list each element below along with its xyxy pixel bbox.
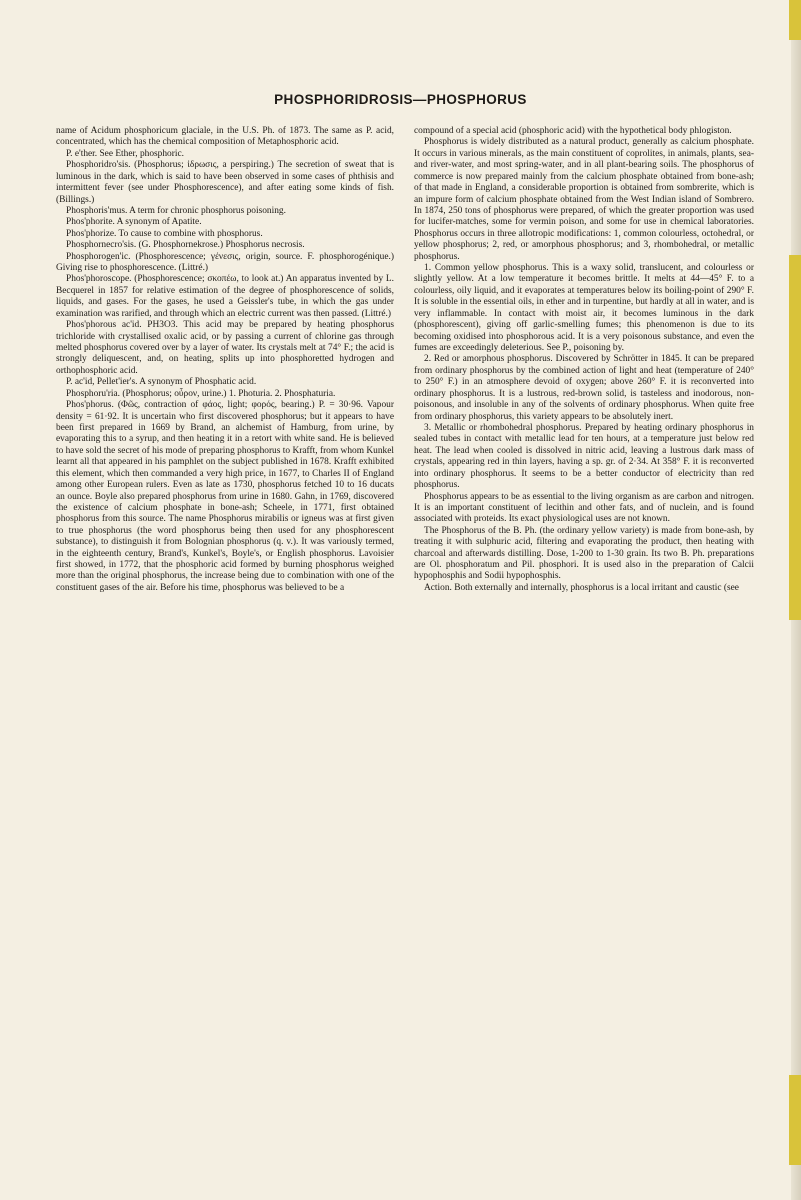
left-column bbox=[56, 126, 394, 594]
paragraph-physiology: Phosphorus appears to be as essential to the living organism as are carbon and nitrogen. It is an important constituent of lecithin and other fats, and of nuclein, and is found associated with proteids. Its exact physiological uses are not known. bbox=[414, 491, 754, 525]
thumb-tab bbox=[789, 255, 801, 620]
thumb-tab bbox=[789, 1075, 801, 1165]
entry-continuation-right: compound of a special acid (phosphoric acid) with the hypothetical body phlogiston. bbox=[414, 126, 732, 136]
paragraph-metallic-phosphorus: 3. Metallic or rhombohedral phosphorus. Prepared by heating ordinary phosphorus in sealed tubes in contact with metallic lead for ten hours, at a temperature just below red heat. The lead when cooled is dissolved in nitric acid, leaving a lustrous dark mass of crystals, appearing red in thin layers, having a sp. gr. of 2·34. At 358° F. it is reconverted into ordinary phosphorus. It seems to be a better conductor of electricity than red phosphorus. bbox=[414, 422, 754, 491]
entry-phosphorogenic: Phosphorogen'ic. (Phosphorescence; γένεσις, origin, source. F. phosphorogénique.) Giving rise to phosphorescence. (Littré.) bbox=[56, 251, 394, 274]
entry-phosphoroscope: Phos'phoroscope. (Phosphorescence; σκοπέω, to look at.) An apparatus invented by L. Becquerel in 1857 for relative estimation of the degree of phosphorescence of solids, liquids, and gases. For the gases, he used a Geissler's tube, in which the gas under examination was rarified, and through which an electric current was then passed. (Littré.) bbox=[56, 274, 394, 319]
entry-phosphoruria: Phosphoru'ria. (Phosphorus; οὖρον, urine.) 1. Photuria. 2. Phosphaturia. bbox=[66, 388, 336, 399]
paragraph-pharmacopoeia: The Phosphorus of the B. Ph. (the ordinary yellow variety) is made from bone-ash, by treating it with sulphuric acid, filtering and evaporating the product, then heating with charcoal and afterwards distilling. Dose, 1-200 to 1-30 grain. Its two B. Ph. preparations are Ol. phosphoratum and Pil. phosphori. It is used also in the preparation of Calcii hypophosphis and Sodii hypophosphis. bbox=[414, 525, 754, 582]
running-head: PHOSPHORIDROSIS—PHOSPHORUS bbox=[274, 92, 527, 107]
paragraph-yellow-phosphorus: 1. Common yellow phosphorus. This is a waxy solid, translucent, and colourless or slightly yellow. At a low temperature it becomes brittle. It melts at 44—45° F. to a colourless, oily liquid, and it evaporates at temperatures below its boiling-point of 290° F. It is soluble in the essential oils, in ether and in turpentine, but hardly at all in water, and is very inflammable. In contact with moist air, it becomes luminous in the dark (phosphorescent), giving off garlic-smelling fumes; this phenomenon is due to its becoming oxidised into phosphorous acid. It is a very poisonous substance, and even the fumes are exceedingly deleterious. See P., poisoning by. bbox=[414, 263, 754, 354]
entry-phosphorize: Phos'phorize. To cause to combine with phosphorus. bbox=[66, 228, 263, 239]
entry-phosphorismus: Phosphoris'mus. A term for chronic phosphorus poisoning. bbox=[66, 205, 286, 216]
right-column bbox=[414, 126, 754, 594]
paragraph-occurrence: Phosphorus is widely distributed as a natural product, generally as calcium phosphate. It occurs in various minerals, as the main constituent of coprolites, in animals, plants, sea- and river-water, and most spring-water, and in all plant-bearing soils. The phosphorus of commerce is now prepared mainly from the calcium phosphate obtained from bone-ash; of that made in England, a considerable proportion is obtained from sombrerite, which is an impure form of calcium phosphate obtained from the West Indian island of Sombrero. In 1874, 250 tons of phosphorus were prepared, of which the greater proportion was used for lucifer-matches, some for vermin poison, and some for use in chemical laboratories. Phosphorus occurs in three allotropic modifications: 1, common colourless, octohedral, or yellow phosphorus; 2, red, or amorphous phosphorus; and 3, rhombohedral, or metallic phosphorus. bbox=[414, 137, 754, 262]
entry-phosphorus: Phos'phorus. (Φῶς, contraction of φάος, light; φορός, bearing.) P. = 30·96. Vapour density = 61·92. It is uncertain who first discovered phosphorus; but it appears to have been first prepared in 1669 by Brand, an alchemist of Hamburg, from urine, by evaporating this to a syrup, and then heating it in a retort with white sand. He is believed to have sold the secret of his mode of preparing phosphorus to Krafft, from whom Kunkel learnt all that appeared in his pamphlet on the subject published in 1678. Krafft exhibited this element, which then commanded a very high price, in 1677, to Charles II of England among other European rulers. Even as late as 1730, phosphorus fetched 10 to 16 ducats an ounce. Boyle also prepared phosphorus from urine in 1680. Gahn, in 1769, discovered the existence of calcium phosphate in bone-ash; Scheele, in 1771, first obtained phosphorus from this source. The name Phosphorus mirabilis or igneus was at first given to true phosphorus (the word phosphorus being then used for any phosphorescent substance), to distinguish it from Bolognian phosphorus (q. v.). It was variously termed, in the eighteenth century, Brand's, Kunkel's, Boyle's, or English phosphorus. Lavoisier first showed, in 1772, that the phosphoric acid formed by burning phosphorus weighed more than the original phosphorus, the increase being due to combination with one of the constituent gases of the air. Before his time, phosphorus was believed to be a bbox=[56, 400, 394, 593]
entry-pelletiers-acid: P. ac'id, Pellet'ier's. A synonym of Phosphatic acid. bbox=[66, 377, 257, 388]
paragraph-red-phosphorus: 2. Red or amorphous phosphorus. Discovered by Schrötter in 1845. It can be prepared from ordinary phosphorus by the combined action of light and heat (temperature of 240° to 250° F.) in an atmosphere devoid of oxygen; above 260° F. it is reconverted into ordinary phosphorus. It is a lustrous, red-brown solid, is tasteless and inodorous, non-poisonous, and insoluble in any of the solvents of ordinary phosphorus. When quite free from ordinary phosphorus, this variety appears to be absolutely inert. bbox=[414, 354, 754, 422]
entry-phosphoridrosis: Phosphoridro'sis. (Phosphorus; ἱδρωσις, a perspiring.) The secretion of sweat that is luminous in the dark, which is said to have been observed in some cases of phthisis and intermittent fever (see under Phosphorescence), and after eating some kinds of fish. (Billings.) bbox=[56, 160, 394, 205]
entry-phosphorous-acid: Phos'phorous ac'id. PH3O3. This acid may be prepared by heating phosphorus trichloride with crystallised oxalic acid, or by passing a current of chlorine gas through melted phosphorus covered over by a layer of water. Its crystals melt at 74° F.; the acid is strongly deliquescent, and, on heating, splits up into phosphoretted hydrogen and orthophosphoric acid. bbox=[56, 320, 394, 376]
paragraph-action: Action. Both externally and internally, phosphorus is a local irritant and caustic (see bbox=[424, 582, 739, 593]
entry-p-ether: P. e'ther. See Ether, phosphoric. bbox=[66, 148, 184, 159]
entry-continuation: name of Acidum phosphoricum glaciale, in the U.S. Ph. of 1873. The same as P. acid, concentrated, which has the chemical composition of Metaphosphoric acid. bbox=[56, 126, 394, 148]
entry-phosphornecrosis: Phosphornecro'sis. (G. Phosphornekrose.) Phosphorus necrosis. bbox=[66, 240, 305, 251]
thumb-tab bbox=[789, 0, 801, 40]
entry-phosphorite: Phos'phorite. A synonym of Apatite. bbox=[66, 217, 202, 228]
